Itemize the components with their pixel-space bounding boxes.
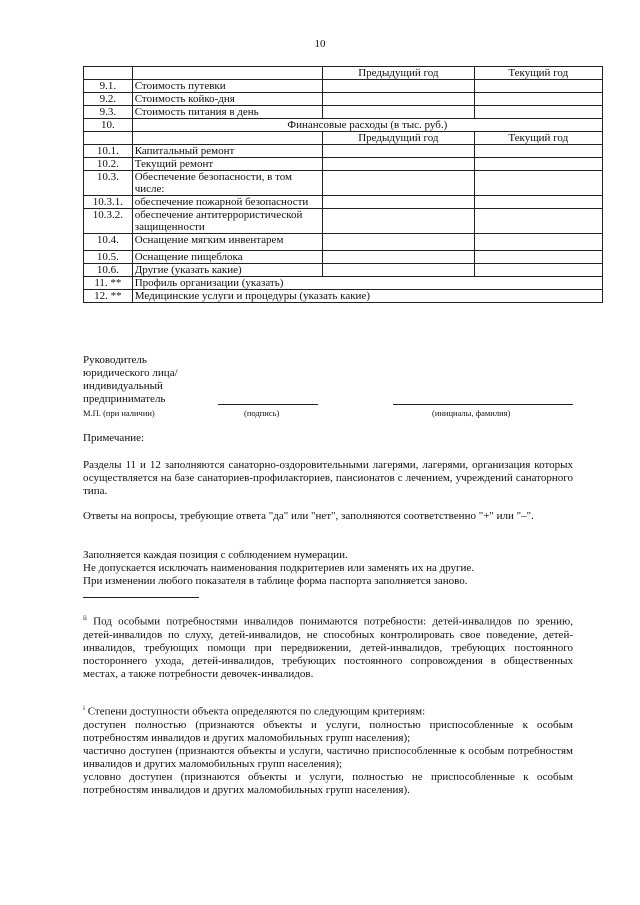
row-label: Другие (указать какие) bbox=[132, 264, 322, 277]
signer-title: юридического лица/ bbox=[83, 367, 178, 379]
header-prev-year: Предыдущий год bbox=[323, 67, 474, 80]
value-cell bbox=[474, 251, 602, 264]
row-label: Оснащение пищеблока bbox=[132, 251, 322, 264]
footnote-text: доступен полностью (признаются объекты и услуги, полностью приспособленные к особым потребностям инвалидов и других маломобильных групп населения); bbox=[83, 718, 573, 744]
value-cell bbox=[474, 158, 602, 171]
row-number: 10.3. bbox=[84, 171, 133, 196]
name-caption: (инициалы, фамилия) bbox=[432, 408, 511, 418]
table-row bbox=[84, 209, 603, 234]
header-prev-year: Предыдущий год bbox=[323, 132, 474, 145]
row-number: 12. ** bbox=[84, 290, 133, 303]
row-label: Медицинские услуги и процедуры (указать какие) bbox=[132, 290, 602, 303]
table-row bbox=[84, 171, 603, 196]
table-row bbox=[84, 251, 603, 264]
table-row bbox=[84, 80, 603, 93]
empty-cell bbox=[84, 67, 133, 80]
value-cell bbox=[323, 80, 474, 93]
value-cell bbox=[323, 171, 474, 196]
table-row bbox=[84, 158, 603, 171]
header-cur-year: Текущий год bbox=[474, 67, 602, 80]
row-number: 10.3.2. bbox=[84, 209, 133, 234]
row-label: Капитальный ремонт bbox=[132, 145, 322, 158]
value-cell bbox=[474, 93, 602, 106]
table-row bbox=[84, 264, 603, 277]
section-title: Финансовые расходы (в тыс. руб.) bbox=[132, 119, 602, 132]
value-cell bbox=[323, 158, 474, 171]
value-cell bbox=[474, 80, 602, 93]
signer-title: Руководитель bbox=[83, 354, 147, 366]
value-cell bbox=[474, 234, 602, 251]
row-label: Оснащение мягким инвентарем bbox=[132, 234, 322, 251]
note-line: Не допускается исключать наименования подкритериев или заменять их на другие. bbox=[83, 562, 475, 574]
stamp-caption: М.П. (при наличии) bbox=[83, 408, 155, 418]
table-row bbox=[84, 290, 603, 303]
value-cell bbox=[323, 209, 474, 234]
footnote-text: Степени доступности объекта определяются по следующим критериям: bbox=[87, 705, 426, 718]
row-number: 10.1. bbox=[84, 145, 133, 158]
note-paragraph: Ответы на вопросы, требующие ответа "да" или "нет", заполняются соответственно "+" или "–". bbox=[83, 510, 534, 522]
name-line bbox=[393, 404, 573, 405]
table-row bbox=[84, 234, 603, 251]
footnote-separator bbox=[83, 597, 199, 598]
value-cell bbox=[474, 264, 602, 277]
note-line: Заполняется каждая позиция с соблюдением нумерации. bbox=[83, 549, 348, 561]
value-cell bbox=[323, 106, 474, 119]
footnote-text: частично доступен (признаются объекты и услуги, частично приспособленные к особым потребностям инвалидов и других маломобильных групп населения); bbox=[83, 744, 573, 770]
note-paragraph: Разделы 11 и 12 заполняются санаторно-оздоровительными лагерями, лагерями, организация которых осуществляется на базе санаториев-профилакториев, пансионатов с лечением, учреждений санаторного типа. bbox=[83, 459, 573, 497]
value-cell bbox=[323, 251, 474, 264]
value-cell bbox=[323, 264, 474, 277]
table-row bbox=[84, 106, 603, 119]
value-cell bbox=[474, 171, 602, 196]
page-number: 10 bbox=[314, 38, 326, 50]
row-number: 10. bbox=[84, 119, 133, 132]
row-label: Обеспечение безопасности, в том числе: bbox=[132, 171, 322, 196]
footnote-mark: i bbox=[83, 704, 85, 712]
note-line: При изменении любого показателя в таблице форма паспорта заполняется заново. bbox=[83, 575, 468, 587]
value-cell bbox=[323, 196, 474, 209]
value-cell bbox=[323, 234, 474, 251]
table-row bbox=[84, 145, 603, 158]
row-label: Профиль организации (указать) bbox=[132, 277, 602, 290]
value-cell bbox=[474, 145, 602, 158]
row-label: обеспечение антитеррористической защищенности bbox=[132, 209, 322, 234]
row-number: 9.3. bbox=[84, 106, 133, 119]
table-row bbox=[84, 196, 603, 209]
footnote-text: Под особыми потребностями инвалидов понимаются потребности: детей-инвалидов по зрению, детей-инвалидов по слуху, детей-инвалидов, не способных контролировать свое поведение, детей-инвалидов, требующих помощи при передвижении, детей-инвалидов, требующих постоянного постороннего ухода, детей-инвалидов, требующих постоянного сопровождения в общественных местах, а также потребности девочек-инвалидов. bbox=[83, 615, 574, 680]
passport-table bbox=[83, 66, 603, 303]
value-cell bbox=[474, 106, 602, 119]
row-number: 11. ** bbox=[84, 277, 133, 290]
value-cell bbox=[323, 145, 474, 158]
table-header-row bbox=[84, 67, 603, 80]
row-number: 10.3.1. bbox=[84, 196, 133, 209]
row-label: Стоимость питания в день bbox=[132, 106, 322, 119]
signature-caption: (подпись) bbox=[244, 408, 280, 418]
row-number: 10.5. bbox=[84, 251, 133, 264]
note-title: Примечание: bbox=[83, 432, 145, 444]
table-header-row bbox=[84, 132, 603, 145]
row-label: Текущий ремонт bbox=[132, 158, 322, 171]
row-label: обеспечение пожарной безопасности bbox=[132, 196, 322, 209]
table-row bbox=[84, 277, 603, 290]
row-label: Стоимость путевки bbox=[132, 80, 322, 93]
signature-line bbox=[218, 404, 318, 405]
footnote-text: условно доступен (признаются объекты и услуги, полностью не приспособленные к особым потребностям инвалидов и других маломобильных групп населения). bbox=[83, 770, 573, 796]
table-row bbox=[84, 93, 603, 106]
footnote-i bbox=[83, 702, 573, 797]
footnote-mark: ii bbox=[83, 614, 87, 622]
header-cur-year: Текущий год bbox=[474, 132, 602, 145]
section-row bbox=[84, 119, 603, 132]
footnote-ii bbox=[83, 612, 573, 681]
signature-block bbox=[83, 354, 178, 406]
empty-cell bbox=[132, 132, 322, 145]
empty-cell bbox=[84, 132, 133, 145]
row-number: 9.1. bbox=[84, 80, 133, 93]
empty-cell bbox=[132, 67, 322, 80]
signer-title: индивидуальный bbox=[83, 380, 163, 392]
value-cell bbox=[474, 196, 602, 209]
row-number: 9.2. bbox=[84, 93, 133, 106]
value-cell bbox=[474, 209, 602, 234]
row-number: 10.2. bbox=[84, 158, 133, 171]
value-cell bbox=[323, 93, 474, 106]
row-number: 10.4. bbox=[84, 234, 133, 251]
note-paragraph bbox=[83, 549, 573, 588]
row-number: 10.6. bbox=[84, 264, 133, 277]
row-label: Стоимость койко-дня bbox=[132, 93, 322, 106]
signer-title: предприниматель bbox=[83, 393, 166, 405]
